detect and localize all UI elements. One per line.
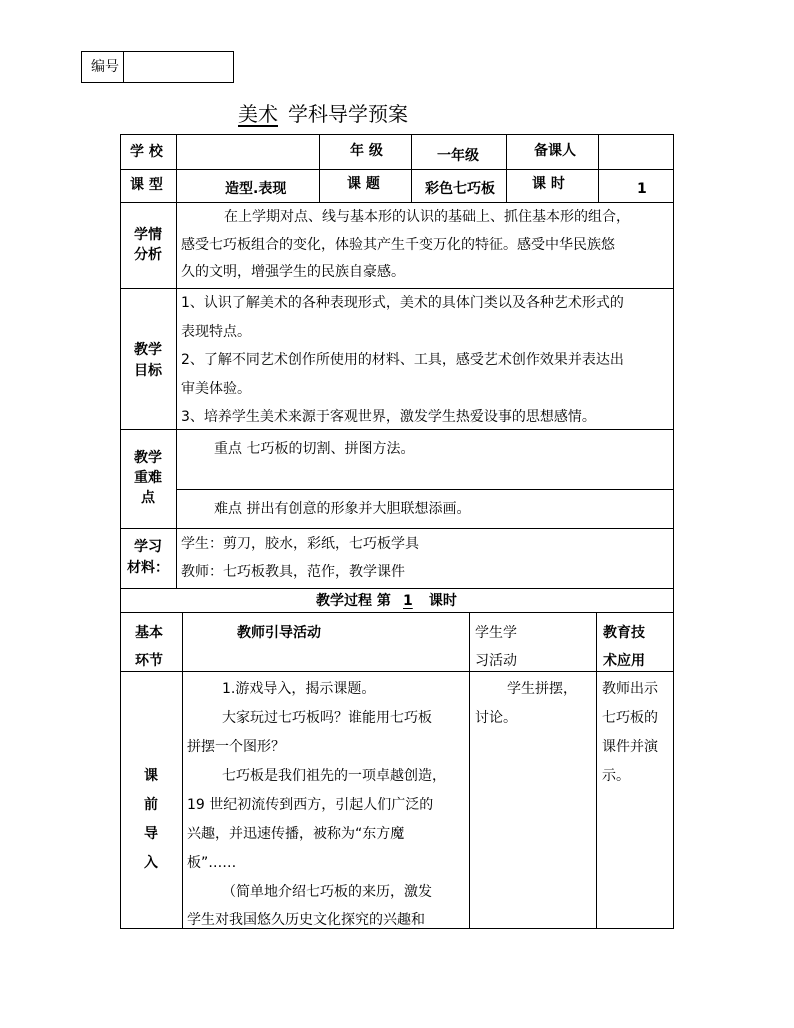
keypoints-difficulty: 难点 拼出有创意的形象并大胆联想添画。 xyxy=(214,501,471,517)
intro-teacher-line-4: 七巧板是我们祖先的一项卓越创造， xyxy=(222,768,446,784)
intro-student-line-1: 学生拼摆， xyxy=(507,681,577,697)
title-suffix: 学科导学预案 xyxy=(288,102,408,126)
col-tech-2: 术应用 xyxy=(603,653,645,669)
intro-stage-3: 导 xyxy=(144,826,158,842)
process-title-right: 课时 xyxy=(428,593,457,609)
process-title xyxy=(316,591,457,611)
intro-teacher-line-5: 19 世纪初流传到西方，引起人们广泛的 xyxy=(187,797,434,813)
col-basic-2: 环节 xyxy=(135,653,163,669)
materials-label-1: 学习 xyxy=(134,539,162,555)
analysis-line-2: 感受七巧板组合的变化，体验其产生千变万化的特征。感受中华民族悠 xyxy=(181,237,615,253)
analysis-line-3: 久的文明，增强学生的民族自豪感。 xyxy=(181,264,405,280)
grade-value: 一年级 xyxy=(437,148,479,164)
goals-label-1: 教学 xyxy=(134,342,162,358)
goals-line-1: 1、认识了解美术的各种表现形式，美术的具体门类以及各种艺术形式的 xyxy=(181,295,624,311)
intro-teacher-line-7: 板”…… xyxy=(187,855,237,871)
intro-student-line-2: 讨论。 xyxy=(475,710,517,726)
materials-student: 学生：剪刀，胶水，彩纸，七巧板学具 xyxy=(181,536,419,552)
materials-teacher: 教师：七巧板教具，范作，教学课件 xyxy=(181,564,405,580)
col-tech-1: 教育技 xyxy=(603,625,645,641)
analysis-label-2: 分析 xyxy=(134,247,162,263)
intro-tech-line-4: 示。 xyxy=(602,768,630,784)
keypoints-label-3: 点 xyxy=(141,490,155,506)
topic-value: 彩色七巧板 xyxy=(425,181,495,197)
intro-stage-1: 课 xyxy=(144,768,158,784)
intro-tech-line-2: 七巧板的 xyxy=(602,710,658,726)
title-subject: 美术 xyxy=(238,102,278,126)
intro-tech-line-3: 课件并演 xyxy=(602,739,658,755)
col-basic-1: 基本 xyxy=(135,625,163,641)
intro-teacher-line-6: 兴趣，并迅速传播，被称为“东方魔 xyxy=(187,826,405,842)
analysis-line-1: 在上学期对点、线与基本形的认识的基础上、抓住基本形的组合， xyxy=(224,209,630,225)
keypoints-label-1: 教学 xyxy=(134,450,162,466)
type-label: 课 型 xyxy=(130,177,163,193)
col-student-2: 习活动 xyxy=(475,653,517,669)
intro-teacher-line-8: （简单地介绍七巧板的来历，激发 xyxy=(222,884,432,900)
preparer-label: 备课人 xyxy=(534,143,576,159)
topic-label: 课 题 xyxy=(347,176,380,192)
keypoints-label-2: 重难 xyxy=(134,470,162,486)
process-title-left: 教学过程 第 xyxy=(316,593,391,609)
page-title xyxy=(224,101,408,127)
intro-teacher-line-1: 1.游戏导入，揭示课题。 xyxy=(222,681,376,697)
col-student-1: 学生学 xyxy=(475,625,517,641)
keypoints-focus: 重点 七巧板的切割、拼图方法。 xyxy=(214,441,415,457)
hours-label: 课 时 xyxy=(532,176,565,192)
grade-label: 年 级 xyxy=(350,143,383,159)
process-session-number: 1 xyxy=(403,593,413,609)
hours-value: 1 xyxy=(637,181,647,197)
col-teacher: 教师引导活动 xyxy=(237,625,321,641)
type-value: 造型.表现 xyxy=(225,181,287,197)
serial-divider xyxy=(123,51,124,83)
goals-line-4: 审美体验。 xyxy=(181,381,251,397)
materials-label-2: 材料： xyxy=(127,560,169,576)
goals-label-2: 目标 xyxy=(134,363,162,379)
intro-stage-2: 前 xyxy=(144,797,158,813)
goals-line-2: 表现特点。 xyxy=(181,324,251,340)
analysis-label-1: 学情 xyxy=(134,227,162,243)
school-label: 学 校 xyxy=(130,144,163,160)
intro-teacher-line-3: 拼摆一个图形？ xyxy=(187,739,285,755)
serial-label: 编号 xyxy=(91,59,119,75)
intro-tech-line-1: 教师出示 xyxy=(602,681,658,697)
goals-line-3: 2、了解不同艺术创作所使用的材料、工具，感受艺术创作效果并表达出 xyxy=(181,352,624,368)
intro-stage-4: 入 xyxy=(144,855,158,871)
intro-teacher-line-9: 学生对我国悠久历史文化探究的兴趣和 xyxy=(187,912,425,928)
goals-line-5: 3、培养学生美术来源于客观世界，激发学生热爱设事的思想感情。 xyxy=(181,409,596,425)
intro-teacher-line-2: 大家玩过七巧板吗？谁能用七巧板 xyxy=(222,710,432,726)
